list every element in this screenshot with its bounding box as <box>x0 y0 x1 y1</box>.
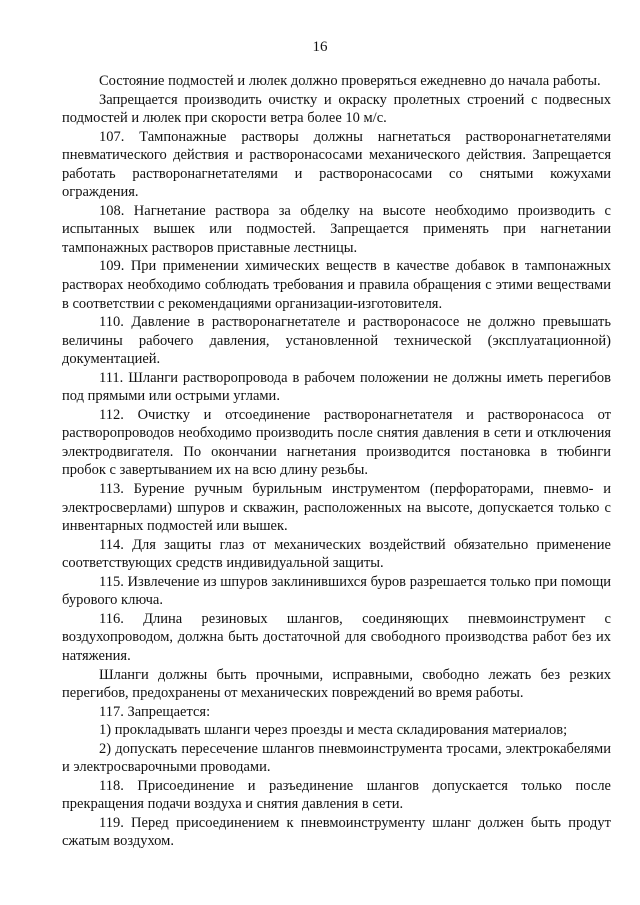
page-number: 16 <box>312 39 328 55</box>
paragraph-115: 115. Извлечение из шпуров заклинившихся буров разрешается только при помощи бурового ключа. <box>62 573 611 609</box>
paragraph-107: 107. Тампонажные растворы должны нагнетаться растворонагнетателями пневматического действия и растворонасосами механического действия. Запрещается работать растворонагнетателями и растворонасосами со снятыми кожухами ограждения. <box>62 128 611 201</box>
paragraph-113: 113. Бурение ручным бурильным инструментом (перфораторами, пневмо- и электросверлами) шпуров и скважин, расположенных на высоте, допускается только с инвентарных подмостей или вышек. <box>62 481 611 535</box>
paragraph-117: 117. Запрещается: <box>99 703 211 720</box>
document-body <box>62 72 611 851</box>
paragraph-108: 108. Нагнетание раствора за обделку на высоте необходимо производить с испытанных вышек или подмостей. Запрещается применять при нагнетании тампонажных растворов приставные лестницы. <box>62 202 611 256</box>
paragraph-112: 112. Очистку и отсоединение растворонагнетателя и растворонасоса от растворопроводов необходимо производить после снятия давления в сети и отключения электродвигателя. По окончании нагнетания производится постановка в тюбинги пробок с завертыванием их на всю длину резьбы. <box>62 406 611 479</box>
paragraph: Состояние подмостей и люлек должно проверяться ежедневно до начала работы. <box>99 73 601 89</box>
paragraph-116: 116. Длина резиновых шлангов, соединяющих пневмоинструмент с воздухопроводом, должна быть достаточной для свободного производства работ без их натяжения. <box>62 610 611 664</box>
paragraph-114: 114. Для защиты глаз от механических воздействий обязательно применение соответствующих средств индивидуальной защиты. <box>62 536 611 572</box>
paragraph-109: 109. При применении химических веществ в качестве добавок в тампонажных растворах необходимо соблюдать требования и правила обращения с этими веществами в соответствии с рекомендациями организации-изготовителя. <box>62 258 611 312</box>
paragraph-110: 110. Давление в растворонагнетателе и растворонасосе не должно превышать величины рабочего давления, установленной технической (эксплуатационной) документацией. <box>62 314 611 368</box>
list-item: 1) прокладывать шланги через проезды и места складирования материалов; <box>99 722 568 739</box>
paragraph: Запрещается производить очистку и окраску пролетных строений с подвесных подмостей и люлек при скорости ветра более 10 м/с. <box>62 91 611 127</box>
paragraph-118: 118. Присоединение и разъединение шлангов допускается только после прекращения подачи воздуха и снятия давления в сети. <box>62 777 611 813</box>
paragraph-119: 119. Перед присоединением к пневмоинструменту шланг должен быть продут сжатым воздухом. <box>62 814 611 850</box>
paragraph-111: 111. Шланги растворопровода в рабочем положении не должны иметь перегибов под прямыми или острыми углами. <box>62 369 611 405</box>
list-item: 2) допускать пересечение шлангов пневмоинструмента тросами, электрокабелями и электросварочными проводами. <box>62 740 611 776</box>
paragraph: Шланги должны быть прочными, исправными, свободно лежать без резких перегибов, предохранены от механических повреждений во время работы. <box>62 666 611 702</box>
